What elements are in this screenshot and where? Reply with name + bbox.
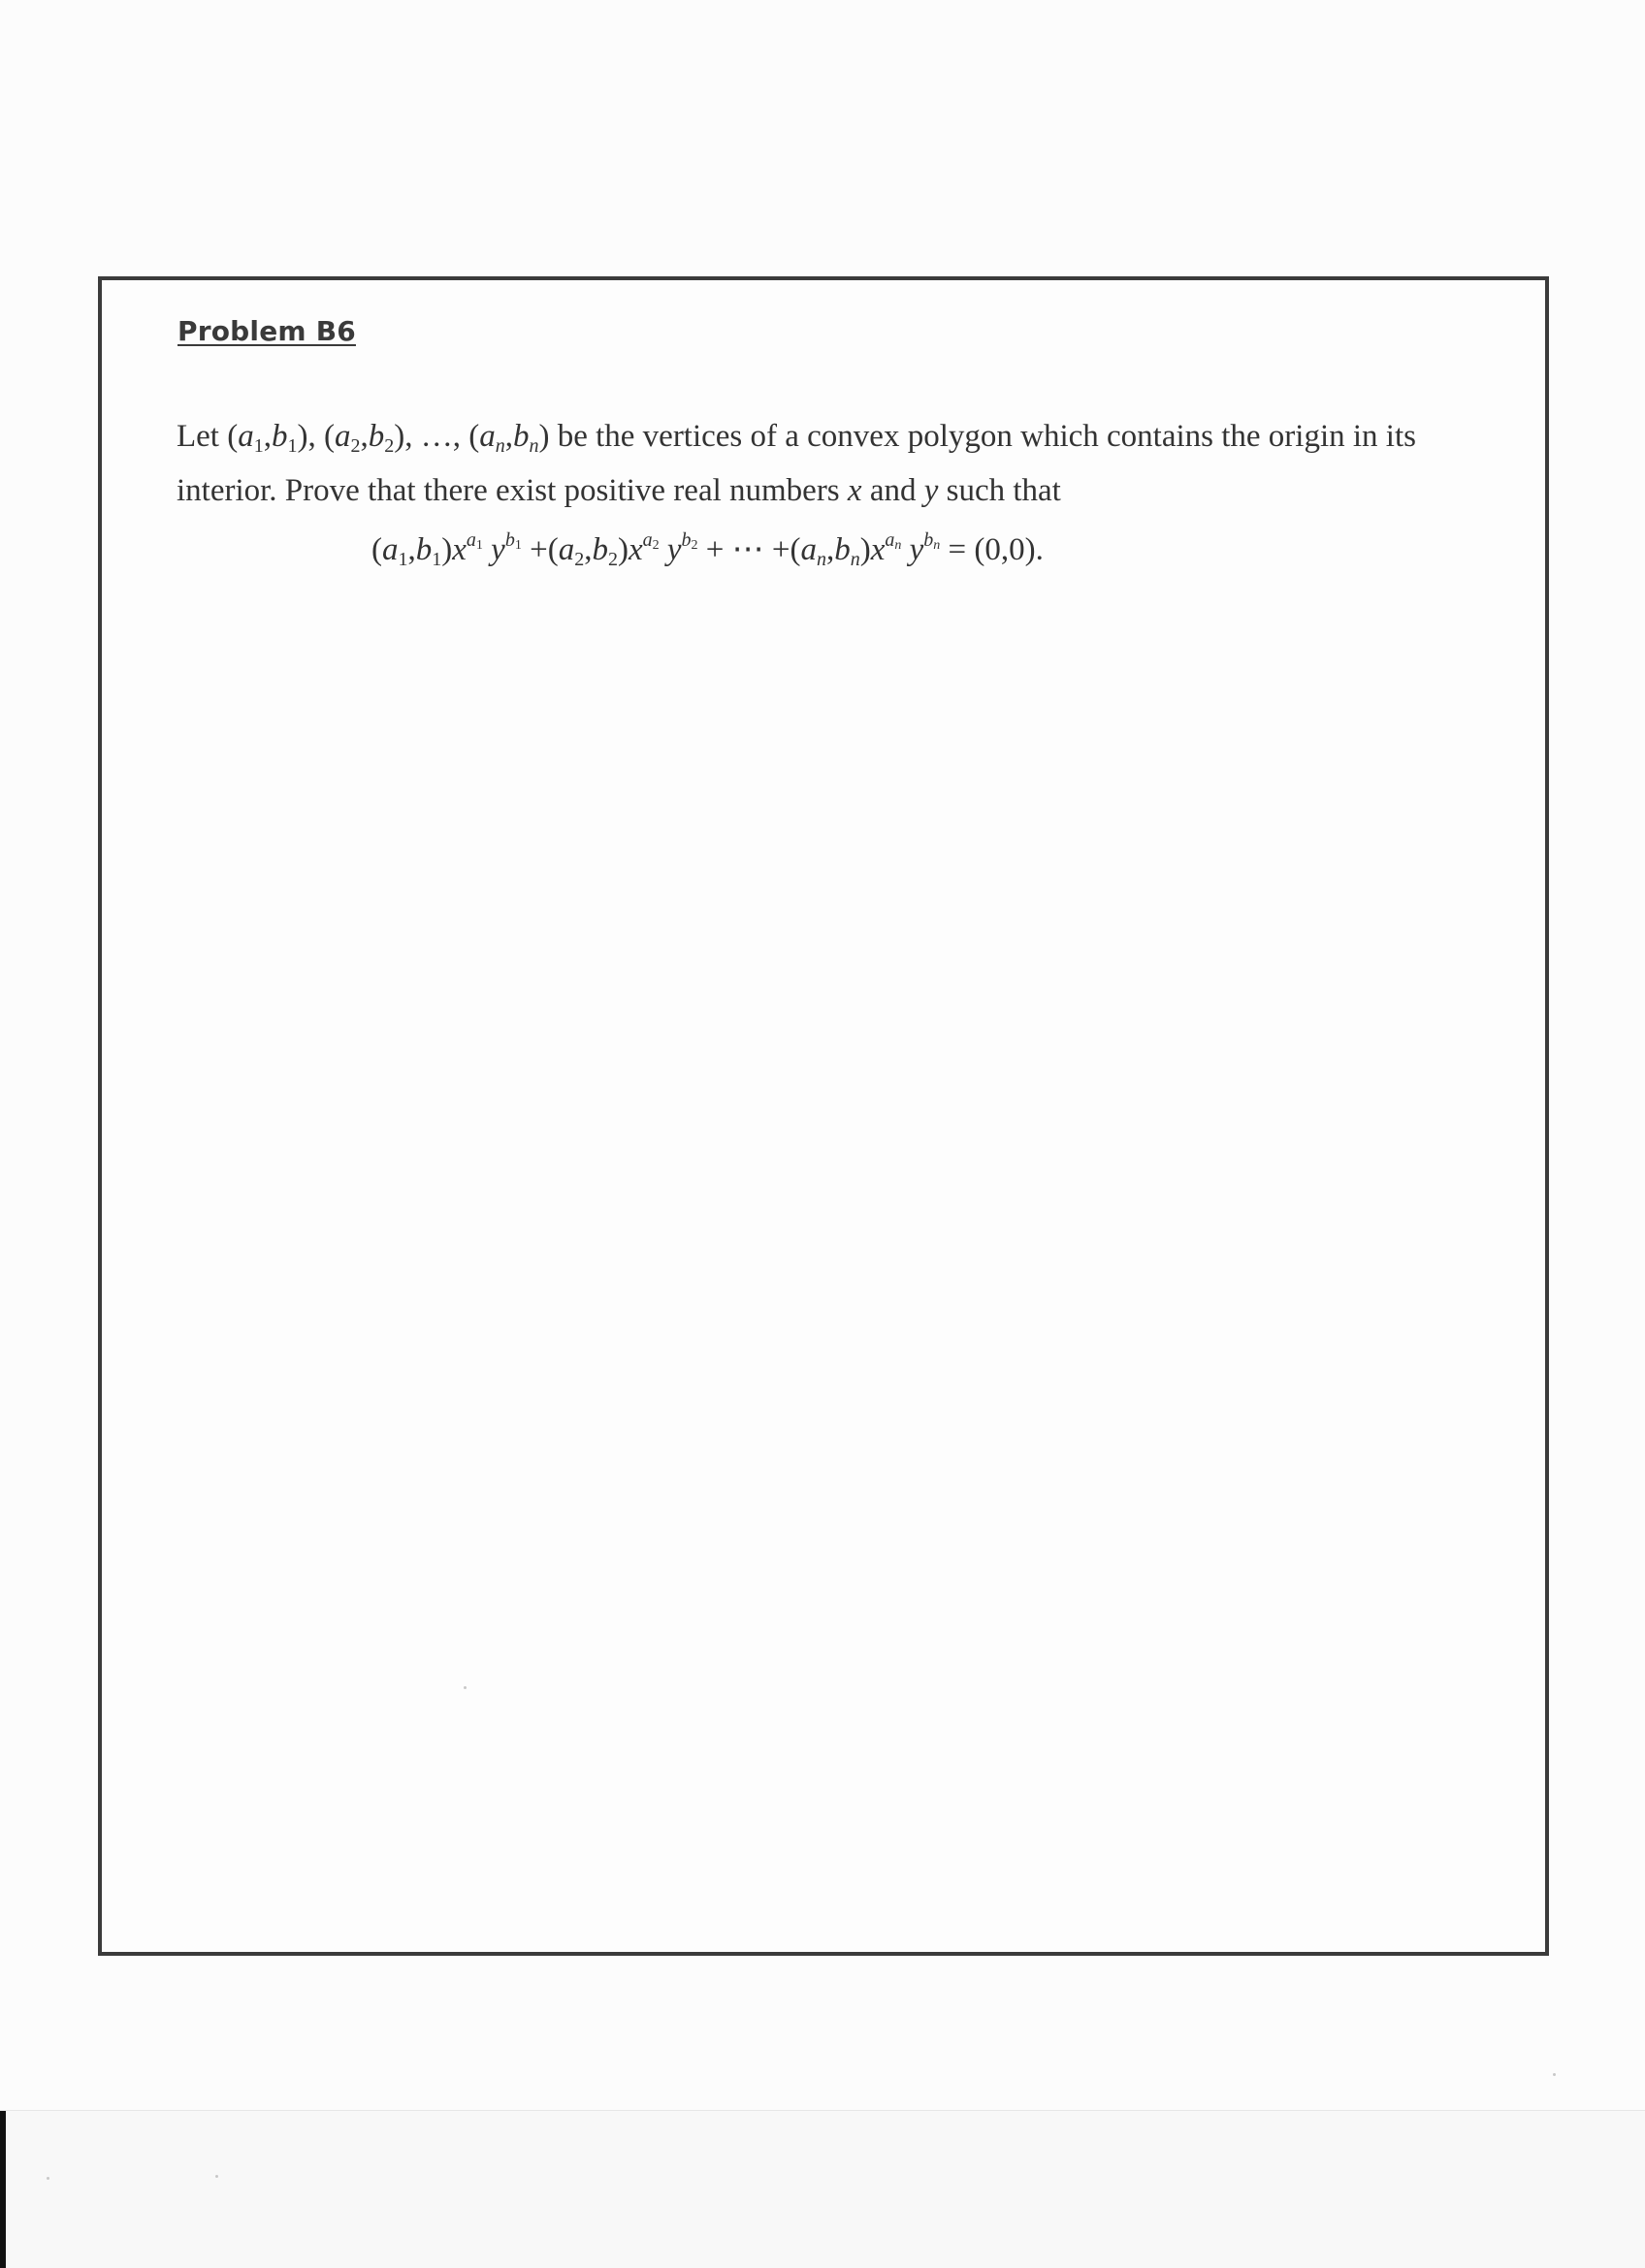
statement-end: such that — [938, 473, 1061, 508]
statement-middle: be the vertices of a convex polygon which contains the origin in its interior. Prove that there exist positive real numbers — [177, 419, 1416, 508]
scan-speck — [464, 1686, 467, 1689]
scan-speck — [215, 2175, 218, 2178]
variable-y: y — [923, 473, 939, 508]
problem-box — [98, 276, 1549, 1956]
scan-speck — [1553, 2073, 1556, 2076]
scan-edge-shadow — [0, 2111, 6, 2268]
main-equation: $(a_1,b_1)x^{a_1}$ $y^{b_1} +(a_2,b_2)x^{a_2}$ $y^{b_2}$ + ⋯ $+(a_n,b_n)x^{a_n}$ $y^{b_n} = (0,0)$. — [371, 529, 1044, 570]
problem-statement — [177, 409, 1496, 518]
statement-intro: Let — [177, 419, 228, 454]
scan-page-edge — [0, 2110, 1645, 2268]
scan-speck — [47, 2177, 49, 2180]
equation-rhs: (0,0). — [974, 532, 1044, 567]
statement-and: and — [861, 473, 924, 508]
problem-title: Problem B6 — [177, 315, 356, 347]
vertex-list: $(a_1,b_1)$, $(a_2,b_2)$, …, $(a_n,b_n)$ — [227, 419, 550, 457]
variable-x: x — [847, 473, 862, 508]
